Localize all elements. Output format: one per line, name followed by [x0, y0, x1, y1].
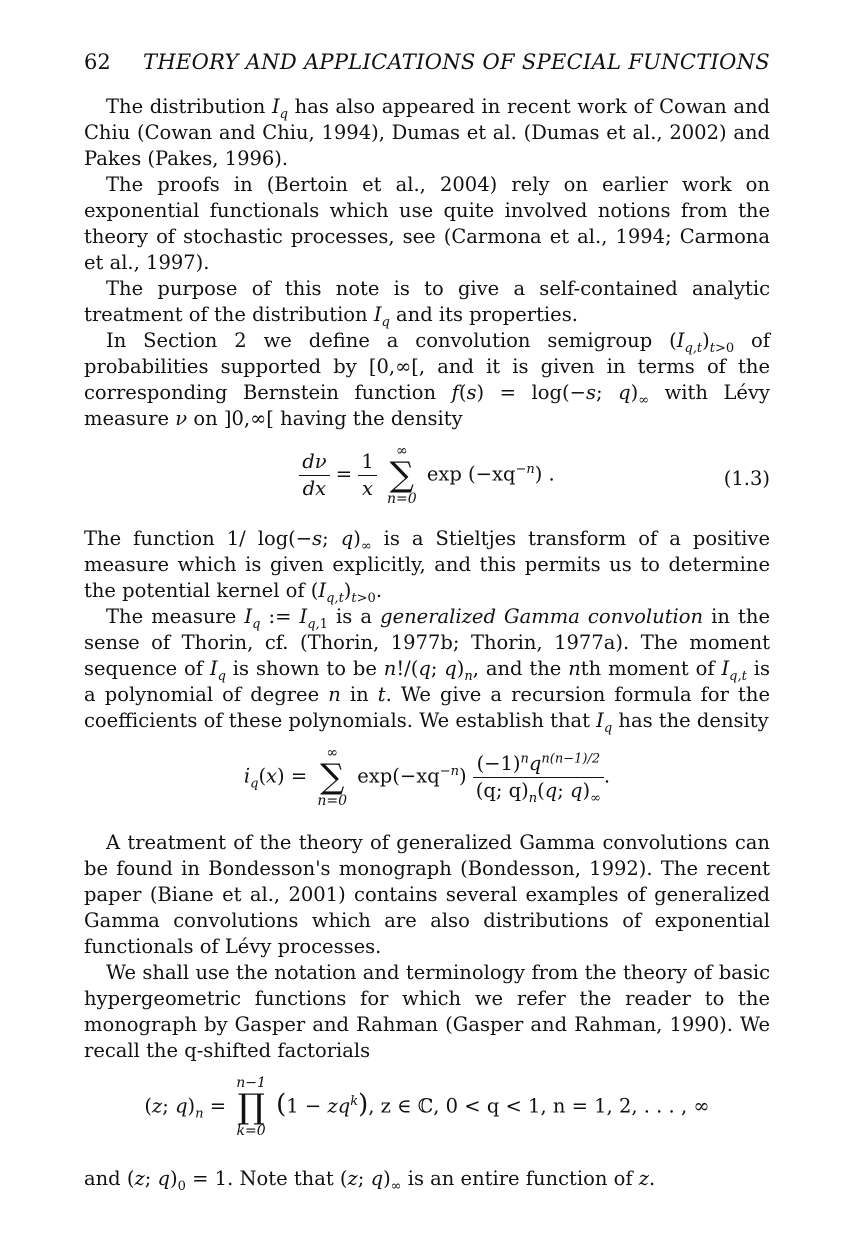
paragraph-8: We shall use the notation and terminology from the theory of basic hypergeometric functions for which we refer the reader to the monograph by Gasper and Rahman (Gasper and Rahman, 1990). We recall the q-shifted factorials: [84, 961, 770, 1062]
eq2-lhs: i: [243, 764, 251, 788]
eq2-body: exp(−xq: [357, 764, 440, 788]
equation-label: (1.3): [723, 467, 770, 490]
equation-1-3: $\frac{d\nu}{dx}$ = $\frac{1}{x}$ ∞ ∑ n=0 $\exp (-xq^{-n})$ . (1.3): [84, 444, 770, 514]
eq2-fraction: $\frac{(-1)^nq^{n(n-1)/2}}{(q; q)_n(q; q)_\infty}$: [473, 751, 604, 804]
equation-q-shifted-factorial: (z; $q)_n$ = n−1 ∏ k=0 $(1 - zq^k)$, z ∈ ℂ, 0 < q < 1, n = 1, 2, . . . , ∞: [144, 1075, 710, 1139]
paragraph-7: A treatment of the theory of generalized Gamma convolutions can be found in Bondesson's monograph (Bondesson, 1992). The recent paper (Biane et al., 2001) contains several examples of generalized Gamma convolutions which are also distributions of exponential functionals of Lévy processes.: [84, 831, 770, 958]
paragraph-4: In Section 2 we define a convolution semigroup $(I_{q,t})_{t>0}$ of probabilities supported by [0,∞[, and it is given in terms of the corresponding Bernstein function f(s) = log(−s; $q)_\infty$ with Lévy measure ν on ]0,∞[ having the density: [84, 329, 771, 430]
eq1-numerator: dν: [299, 449, 329, 476]
eq1-sum-lower: n=0: [386, 491, 417, 507]
eq2-sum-lower: n=0: [317, 793, 348, 809]
paragraph-9: and (z; $q)_0 = 1$. Note that (z; $q)_\infty$ is an entire function of z.: [84, 1167, 656, 1194]
paragraph-6: The measure $I_q$ := $I_{q,1}$ is a generalized Gamma convolution in the sense of Thorin, cf. (Thorin, 1977b; Thorin, 1977a). The moment sequence of $I_q$ is shown to be n!/(q; $q)_n$, and the nth moment of $I_{q,t}$ is a polynomial of degree n in t. We give a recursion formula for the coefficients of these polynomials. We establish that $I_q$ has the density: [84, 605, 770, 736]
eq1-fraction: [299, 449, 329, 502]
paragraph-1: The distribution $I_q$ has also appeared in recent work of Cowan and Chiu (Cowan and Chiu, 1994), Dumas et al. (Dumas et al., 2002) and Pakes (Pakes, 1996).: [84, 95, 770, 170]
eq3-condition: , z ∈ ℂ, 0 < q < 1, n = 1, 2, . . . , ∞: [368, 1094, 710, 1118]
eq1-denominator: dx: [302, 476, 327, 500]
paragraph-5: The function 1/ log(−s; $q)_\infty$ is a Stieltjes transform of a positive measure which is given explicitly, and this permits us to determine the potential kernel of $(I_{q,t})_{t>0}$.: [84, 527, 770, 606]
page-header: [84, 50, 770, 80]
eq1-exponent: −n: [515, 462, 535, 477]
eq3-product: n−1 ∏ k=0: [236, 1075, 266, 1139]
eq2-numerator-exponent: n(n−1)/2: [541, 751, 601, 766]
eq2-exponent: −n: [439, 764, 459, 779]
page-number: 62: [84, 50, 111, 74]
running-title: THEORY AND APPLICATIONS OF SPECIAL FUNCTIONS: [143, 50, 770, 74]
eq1-body: exp (−xq: [426, 462, 516, 486]
paragraph-3: The purpose of this note is to give a self-contained analytic treatment of the distribution $I_q$ and its properties.: [84, 277, 770, 330]
eq3-product-upper: n−1: [236, 1075, 266, 1091]
eq1-sum-upper: ∞: [395, 443, 408, 459]
eq2-sum: ∞ ∑ n=0: [317, 745, 348, 809]
paragraph-2: The proofs in (Bertoin et al., 2004) rely on earlier work on exponential functionals which use quite involved notions from the theory of stochastic processes, see (Carmona et al., 1994; Carmona et al., 1997).: [84, 173, 770, 274]
eq1-tail: ) .: [534, 462, 555, 486]
body-text: [84, 94, 770, 1192]
eq1-one-over-x: $\frac{1}{x}$: [358, 449, 376, 502]
equation-density: $i_q(x)$ = ∞ ∑ n=0 $\exp(-xq^{-n})$ $\frac{(-1)^nq^{n(n-1)/2}}{(q; q)_n(q; q)_\infty}$ .: [243, 745, 611, 809]
eq2-sum-upper: ∞: [326, 745, 339, 761]
eq1-sum: ∞ ∑ n=0: [386, 443, 417, 507]
eq3-product-lower: k=0: [236, 1123, 266, 1139]
eq2-denominator: (q; q): [475, 778, 529, 802]
eq2-numerator: (−1): [476, 751, 521, 775]
